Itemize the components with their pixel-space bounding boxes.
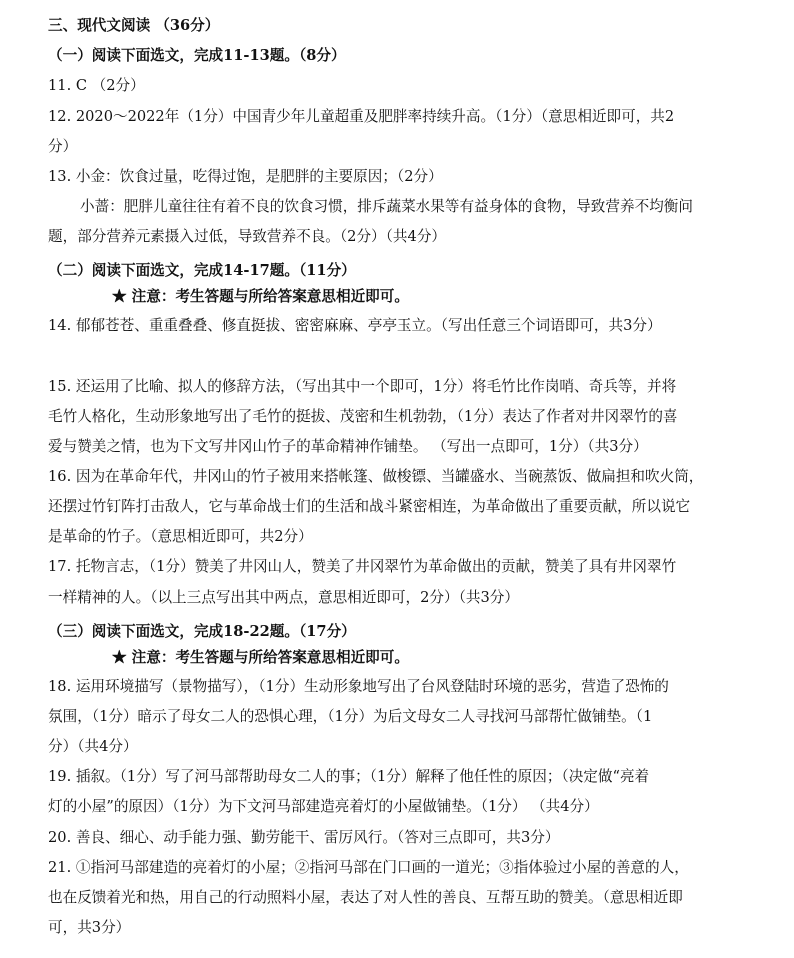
- subsection-heading-1: （一）阅读下面选文，完成11-13题。（8分）: [48, 47, 346, 64]
- subsection-heading-3: （三）阅读下面选文，完成18-22题。（17分）: [48, 623, 356, 640]
- note-3: ★ 注意：考生答题与所给答案意思相近即可。: [112, 649, 409, 666]
- section-heading: 三、现代文阅读 （36分）: [48, 17, 220, 34]
- answer-12-line-1: 12. 2020～2022年（1分）中国青少年儿童超重及肥胖率持续升高。（1分）（意思相近即可，共2: [48, 108, 675, 125]
- answer-14: 14. 郁郁苍苍、重重叠叠、修直挺拔、密密麻麻、亭亭玉立。（写出任意三个词语即可，共3分）: [48, 317, 662, 334]
- answer-11: 11. C （2分）: [48, 77, 145, 94]
- answer-21-line-1: 21. ①指河马部建造的亮着灯的小屋；②指河马部在门口画的一道光；③指体验过小屋的善意的人，: [48, 859, 689, 876]
- answer-13-line-2: 小蔷：肥胖儿童往往有着不良的饮食习惯，排斥蔬菜水果等有益身体的食物，导致营养不均衡问: [80, 198, 693, 215]
- answer-16-line-2: 还摆过竹钉阵打击敌人，它与革命战士们的生活和战斗紧密相连，为革命做出了重要贡献，所以说它: [48, 498, 691, 515]
- answer-17-line-2: 一样精神的人。（以上三点写出其中两点，意思相近即可，2分）（共3分）: [48, 589, 519, 606]
- answer-15-line-3: 爱与赞美之情，也为下文写井冈山竹子的革命精神作铺垫。 （写出一点即可，1分）（共3分）: [48, 438, 648, 455]
- answer-18-line-2: 氛围，（1分）暗示了母女二人的恐惧心理，（1分）为后文母女二人寻找河马部帮忙做铺垫。（1: [48, 708, 653, 725]
- answer-19-line-1: 19. 插叙。（1分）写了河马部帮助母女二人的事；（1分）解释了他任性的原因；（决定做“亮着: [48, 768, 650, 785]
- answer-20: 20. 善良、细心、动手能力强、勤劳能干、雷厉风行。（答对三点即可，共3分）: [48, 829, 560, 846]
- answer-16-line-1: 16. 因为在革命年代，井冈山的竹子被用来搭帐篷、做梭镖、当罐盛水、当碗蒸饭、做扁担和吹火筒，: [48, 468, 704, 485]
- answer-21-line-3: 可，共3分）: [48, 919, 131, 936]
- answer-13-line-3: 题，部分营养元素摄入过低，导致营养不良。（2分）（共4分）: [48, 228, 447, 245]
- answer-21-line-2: 也在反馈着光和热，用自己的行动照料小屋，表达了对人性的善良、互帮互助的赞美。（意思相近即: [48, 889, 683, 906]
- note-2: ★ 注意：考生答题与所给答案意思相近即可。: [112, 288, 409, 305]
- answer-19-line-2: 灯的小屋”的原因）（1分）为下文河马部建造亮着灯的小屋做铺垫。（1分） （共4分）: [48, 798, 599, 815]
- answer-15-line-2: 毛竹人格化，生动形象地写出了毛竹的挺拔、茂密和生机勃勃，（1分）表达了作者对井冈翠竹的喜: [48, 408, 678, 425]
- answer-16-line-3: 是革命的竹子。（意思相近即可，共2分）: [48, 528, 313, 545]
- subsection-heading-2: （二）阅读下面选文，完成14-17题。（11分）: [48, 262, 356, 279]
- answer-17-line-1: 17. 托物言志，（1分）赞美了井冈山人，赞美了井冈翠竹为革命做出的贡献，赞美了具有井冈翠竹: [48, 558, 677, 575]
- answer-15-line-1: 15. 还运用了比喻、拟人的修辞方法，（写出其中一个即可，1分）将毛竹比作岗哨、奇兵等，并将: [48, 378, 677, 395]
- answer-12-line-2: 分）: [48, 138, 78, 155]
- answer-18-line-1: 18. 运用环境描写（景物描写），（1分）生动形象地写出了台风登陆时环境的恶劣，营造了恐怖的: [48, 678, 669, 695]
- answer-13-line-1: 13. 小金：饮食过量，吃得过饱，是肥胖的主要原因；（2分）: [48, 168, 443, 185]
- answer-18-line-3: 分）（共4分）: [48, 738, 138, 755]
